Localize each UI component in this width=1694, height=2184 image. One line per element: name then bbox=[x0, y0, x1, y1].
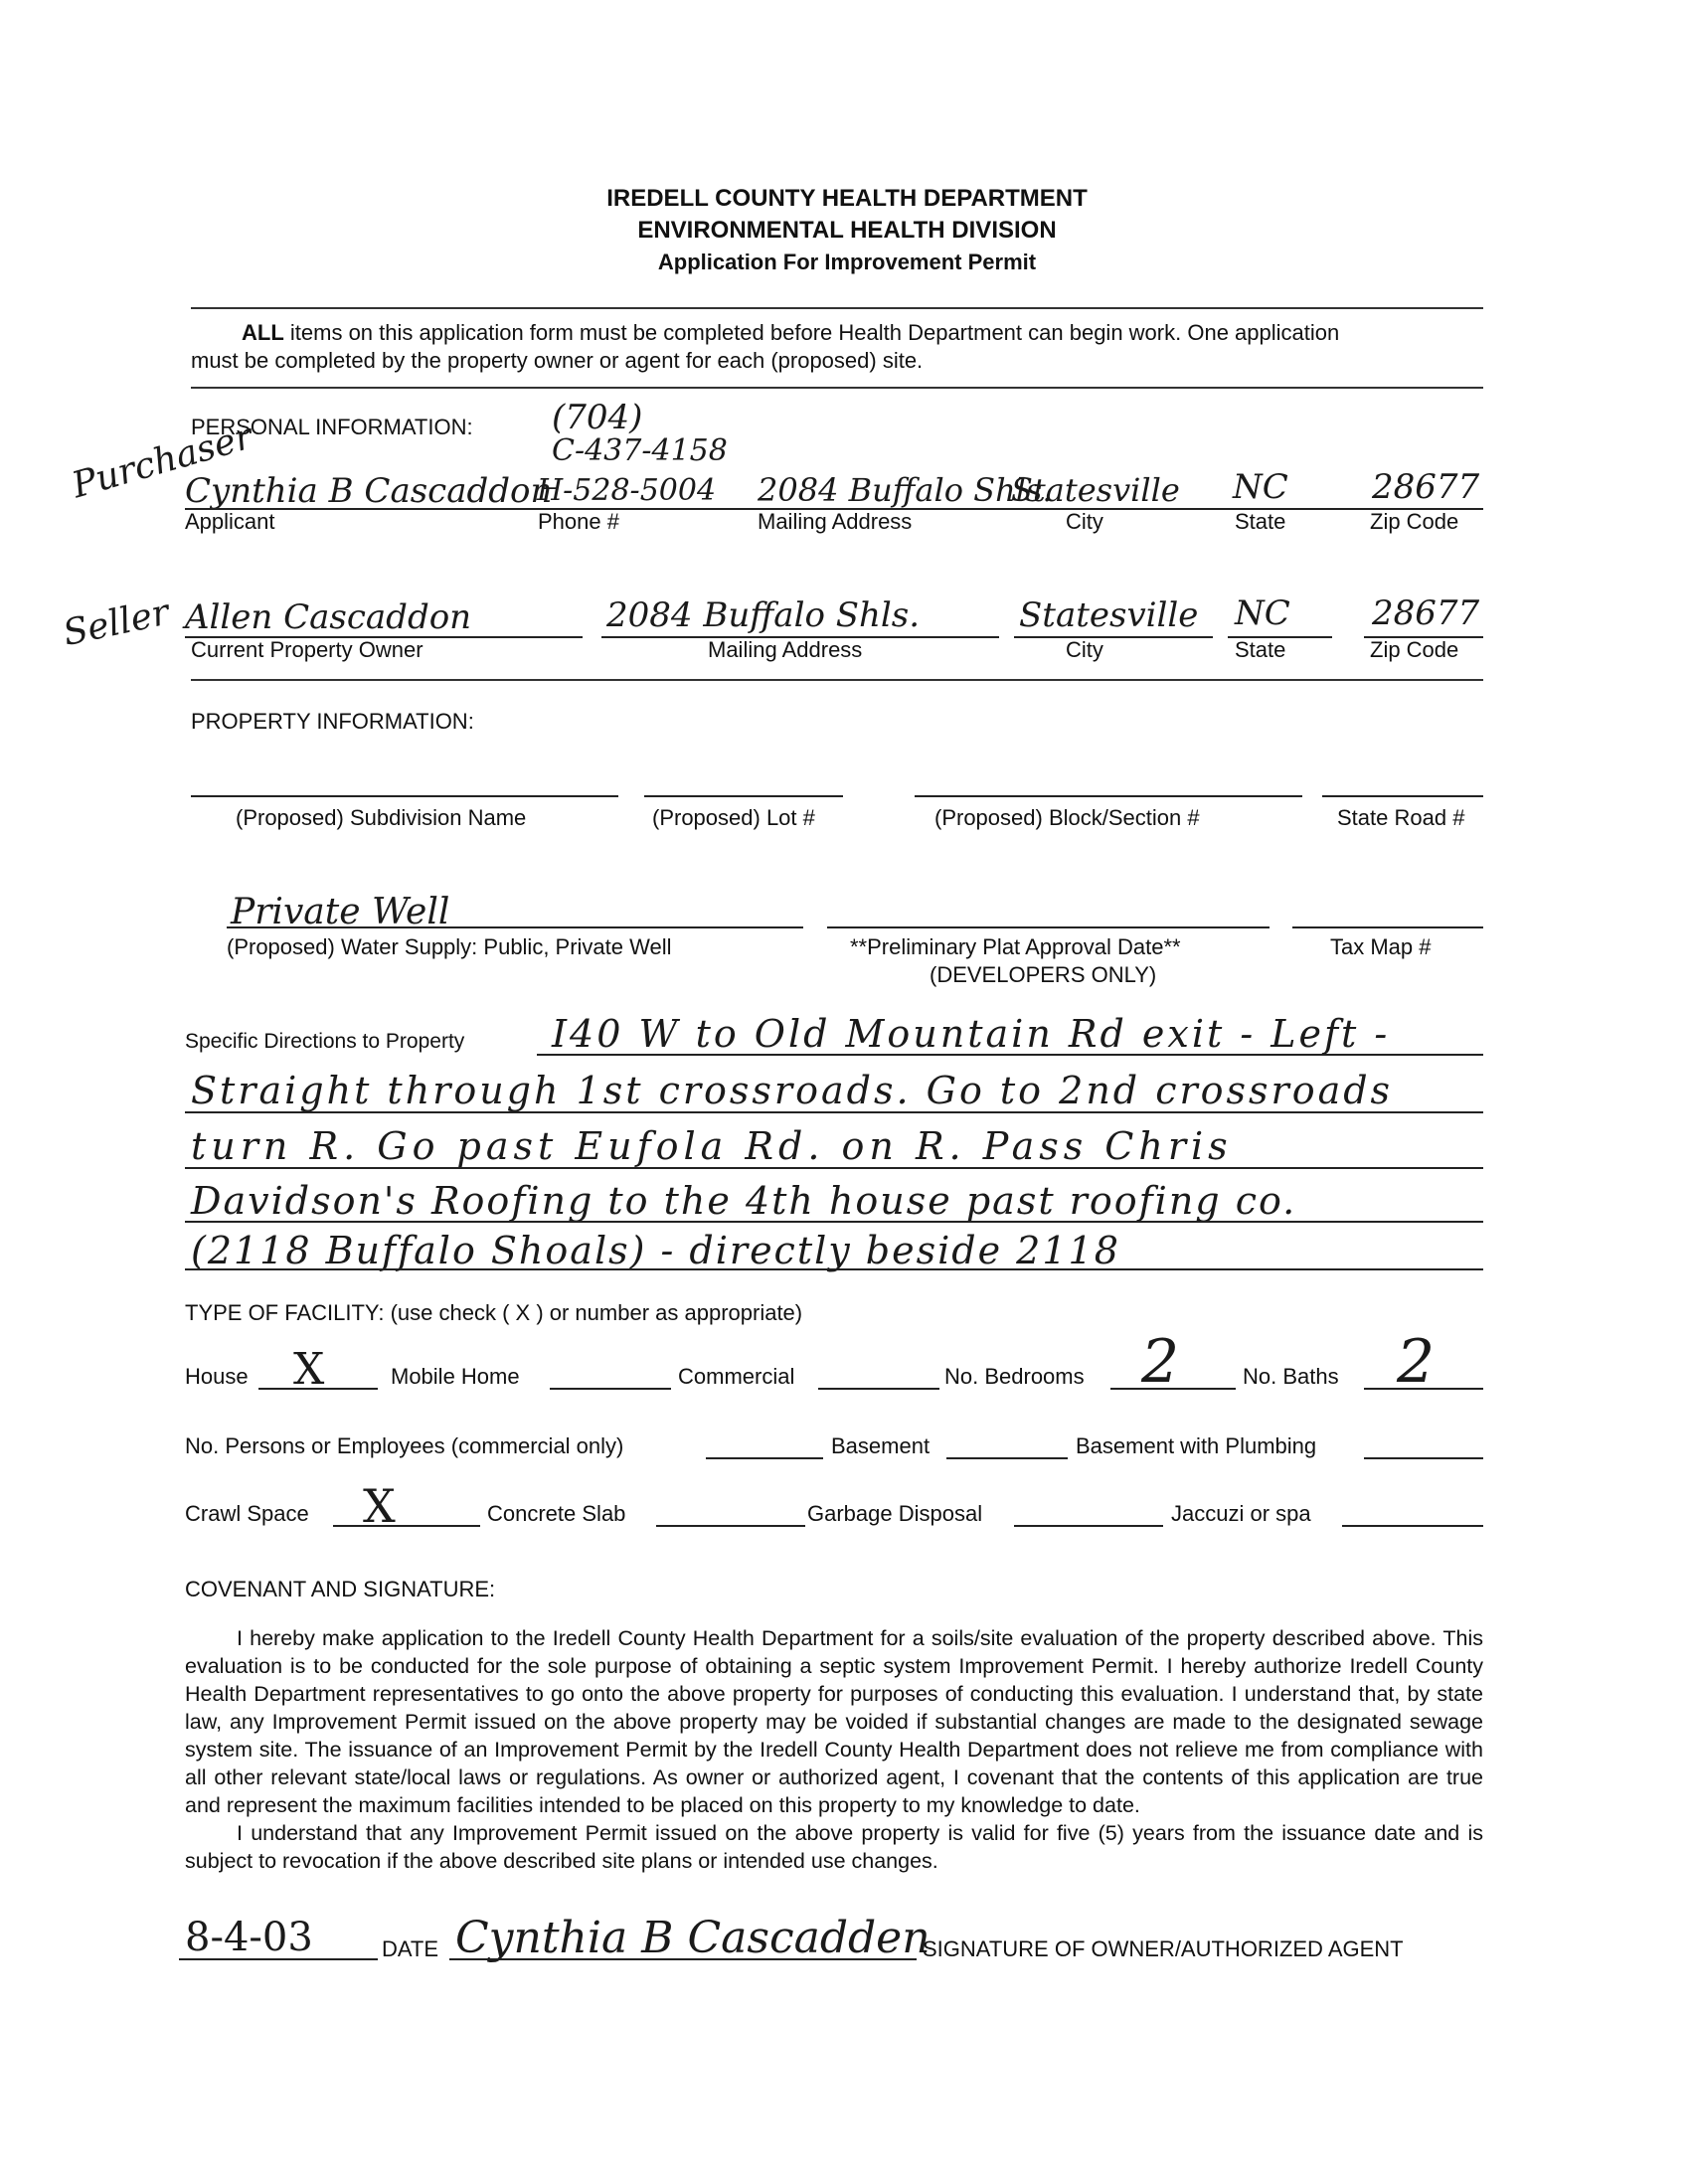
commercial-label: Commercial bbox=[678, 1364, 795, 1389]
owner-state-value: NC bbox=[1235, 593, 1290, 633]
phone-cell: C-437-4158 bbox=[552, 433, 728, 468]
applicant-label: Applicant bbox=[185, 509, 275, 534]
road-label: State Road # bbox=[1337, 805, 1465, 830]
intro-line-1 bbox=[242, 320, 1339, 346]
owner-zip-value: 28677 bbox=[1372, 593, 1480, 633]
block-underline bbox=[915, 795, 1302, 797]
facility-heading: TYPE OF FACILITY: (use check ( X ) or number as appropriate) bbox=[185, 1300, 803, 1325]
taxmap-label: Tax Map # bbox=[1330, 934, 1432, 959]
baths-label: No. Baths bbox=[1243, 1364, 1339, 1389]
directions-line: turn R. Go past Eufola Rd. on R. Pass Chris bbox=[191, 1124, 1233, 1168]
state-value: NC bbox=[1233, 467, 1288, 507]
directions-underline bbox=[537, 1054, 1483, 1056]
personal-heading: PERSONAL INFORMATION: bbox=[191, 415, 473, 439]
signature-value: Cynthia B Cascadden bbox=[455, 1913, 931, 1963]
garbage-disposal-label: Garbage Disposal bbox=[807, 1501, 983, 1526]
mailing-label: Mailing Address bbox=[758, 509, 913, 534]
persons-label: No. Persons or Employees (commercial only) bbox=[185, 1433, 624, 1458]
basement-field bbox=[946, 1457, 1068, 1459]
bedrooms-value: 2 bbox=[1141, 1327, 1180, 1397]
commercial-field bbox=[818, 1388, 939, 1390]
road-underline bbox=[1322, 795, 1483, 797]
intro-text-1: items on this application form must be completed before Health Department can begin work. One application bbox=[289, 320, 1340, 345]
lot-underline bbox=[644, 795, 843, 797]
concrete-slab-field bbox=[656, 1525, 805, 1527]
divider bbox=[191, 679, 1483, 681]
jacuzzi-label: Jaccuzi or spa bbox=[1171, 1501, 1311, 1526]
mailing-value: 2084 Buffalo Shls. bbox=[758, 471, 1053, 509]
header-line-2: ENVIRONMENTAL HEALTH DIVISION bbox=[637, 217, 1057, 244]
date-underline bbox=[179, 1958, 378, 1960]
directions-underline bbox=[185, 1111, 1483, 1113]
intro-bold: ALL bbox=[242, 320, 284, 345]
phone-home-value: H-528-5004 bbox=[537, 473, 717, 508]
taxmap-underline bbox=[1292, 926, 1483, 928]
phone-label: Phone # bbox=[538, 509, 619, 534]
date-label: DATE bbox=[382, 1936, 439, 1961]
owner-city-underline bbox=[1014, 636, 1213, 638]
applicant-value: Cynthia B Cascaddon bbox=[185, 471, 553, 511]
signature-label: SIGNATURE OF OWNER/AUTHORIZED AGENT bbox=[923, 1936, 1404, 1961]
directions-underline bbox=[185, 1221, 1483, 1223]
purchaser-note: Purchaser bbox=[68, 416, 257, 507]
concrete-slab-label: Concrete Slab bbox=[487, 1501, 626, 1526]
city-value: Statesville bbox=[1011, 471, 1180, 509]
covenant-paragraph-2: I understand that any Improvement Permit issued on the above property is valid for five (5) years from the issuance date and is subject to revocation if the above described site plans or intended use changes. bbox=[185, 1821, 1483, 1873]
basement-label: Basement bbox=[831, 1433, 931, 1458]
owner-zip-label: Zip Code bbox=[1370, 637, 1459, 662]
owner-mailing-value: 2084 Buffalo Shls. bbox=[606, 595, 921, 635]
city-label: City bbox=[1066, 509, 1103, 534]
directions-underline bbox=[185, 1167, 1483, 1169]
crawl-space-label: Crawl Space bbox=[185, 1501, 309, 1526]
subdivision-label: (Proposed) Subdivision Name bbox=[236, 805, 527, 830]
covenant-heading: COVENANT AND SIGNATURE: bbox=[185, 1577, 496, 1601]
state-label: State bbox=[1235, 509, 1286, 534]
house-value: X bbox=[293, 1344, 325, 1395]
directions-label: Specific Directions to Property bbox=[185, 1030, 465, 1053]
phone-area-code: (704) bbox=[552, 398, 643, 437]
property-heading: PROPERTY INFORMATION: bbox=[191, 709, 474, 734]
plat-underline bbox=[827, 926, 1270, 928]
owner-state-label: State bbox=[1235, 637, 1286, 662]
owner-name-value: Allen Cascaddon bbox=[185, 597, 472, 637]
plat-sublabel: (DEVELOPERS ONLY) bbox=[930, 962, 1157, 987]
lot-label: (Proposed) Lot # bbox=[652, 805, 815, 830]
owner-mailing-label: Mailing Address bbox=[708, 637, 863, 662]
crawl-space-field bbox=[333, 1525, 480, 1527]
basement-plumbing-field bbox=[1364, 1457, 1483, 1459]
directions-line: (2118 Buffalo Shoals) - directly beside 2118 bbox=[191, 1229, 1120, 1272]
block-label: (Proposed) Block/Section # bbox=[934, 805, 1200, 830]
seller-note: Seller bbox=[60, 591, 173, 655]
jacuzzi-field bbox=[1342, 1525, 1483, 1527]
divider bbox=[191, 307, 1483, 309]
crawl-space-value: X bbox=[363, 1479, 396, 1533]
baths-value: 2 bbox=[1397, 1327, 1436, 1397]
subdivision-underline bbox=[191, 795, 618, 797]
header-line-1: IREDELL COUNTY HEALTH DEPARTMENT bbox=[606, 185, 1088, 212]
date-value: 8-4-03 bbox=[185, 1915, 313, 1960]
zip-value: 28677 bbox=[1372, 467, 1480, 507]
covenant-paragraph-1: I hereby make application to the Iredell County Health Department for a soils/site evaluation of the property described above. This evaluation is to be conducted for the sole purpose of obtaining a septic system Improvement Permit. I hereby authorize Iredell County Health Department representatives to go onto the above property for purposes of conducting this evaluation. I understand that, by state law, any Improvement Permit issued on the above property may be voided if substantial changes are made to the designated sewage system site. The issuance of an Improvement Permit by the Iredell County Health Department does not relieve me from compliance with all other relevant state/local laws or regulations. As owner or authorized agent, I covenant that the contents of this application are true and represent the maximum facilities intended to be placed on this property to my knowledge to date. bbox=[185, 1626, 1483, 1817]
zip-label: Zip Code bbox=[1370, 509, 1459, 534]
bedrooms-label: No. Bedrooms bbox=[944, 1364, 1085, 1389]
water-label: (Proposed) Water Supply: Public, Private Well bbox=[227, 934, 672, 959]
basement-plumbing-label: Basement with Plumbing bbox=[1076, 1433, 1317, 1458]
water-supply-value: Private Well bbox=[231, 892, 450, 932]
directions-line: Davidson's Roofing to the 4th house past roofing co. bbox=[191, 1179, 1297, 1223]
directions-line: Straight through 1st crossroads. Go to 2nd crossroads bbox=[191, 1069, 1394, 1112]
covenant-text bbox=[185, 1624, 1483, 1875]
garbage-disposal-field bbox=[1014, 1525, 1163, 1527]
house-label: House bbox=[185, 1364, 249, 1389]
owner-city-label: City bbox=[1066, 637, 1103, 662]
intro-text-2: must be completed by the property owner or agent for each (proposed) site. bbox=[191, 348, 924, 373]
directions-line: I40 W to Old Mountain Rd exit - Left - bbox=[552, 1012, 1391, 1056]
directions-underline bbox=[185, 1268, 1483, 1270]
mobile-home-field bbox=[550, 1388, 671, 1390]
water-underline bbox=[227, 926, 803, 928]
plat-label: **Preliminary Plat Approval Date** bbox=[850, 934, 1181, 959]
persons-field bbox=[706, 1457, 823, 1459]
owner-label: Current Property Owner bbox=[191, 637, 424, 662]
header-line-3: Application For Improvement Permit bbox=[657, 250, 1037, 274]
mobile-home-label: Mobile Home bbox=[391, 1364, 520, 1389]
owner-city-value: Statesville bbox=[1019, 595, 1199, 635]
divider bbox=[191, 387, 1483, 389]
signature-underline bbox=[449, 1958, 917, 1960]
